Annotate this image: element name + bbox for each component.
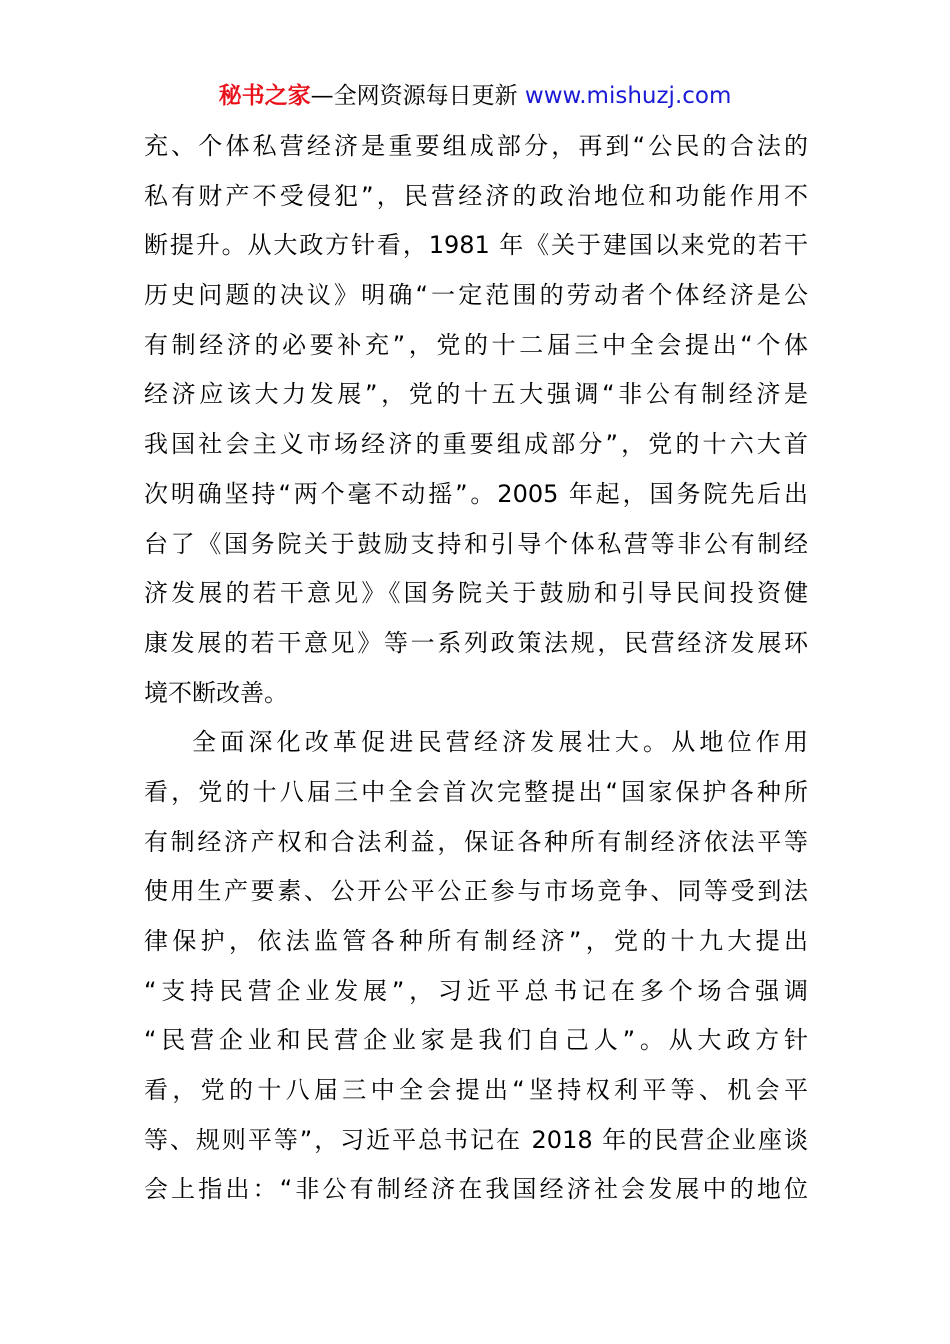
text-line: 私有财产不受侵犯”，民营经济的政治地位和功能作用不 — [144, 181, 808, 210]
text-line: 等、规则平等”，习近平总书记在 2018 年的民营企业座谈 — [144, 1125, 808, 1154]
paragraph-2 — [144, 718, 808, 1215]
document-body — [144, 122, 808, 1215]
text-line: 充、个体私营经济是重要组成部分，再到“公民的合法的 — [144, 132, 808, 160]
text-line: 律保护，依法监管各种所有制经济”，党的十九大提出 — [144, 927, 808, 955]
text-line: 看，党的十八届三中全会首次完整提出“国家保护各种所 — [144, 777, 808, 806]
text-line: 断提升。从大政方针看，1981 年《关于建国以来党的若干 — [144, 231, 808, 260]
text-line: 看，党的十八届三中全会提出“坚持权利平等、机会平 — [144, 1076, 808, 1105]
text-line: 康发展的若干意见》等一系列政策法规，民营经济发展环 — [144, 628, 808, 657]
text-line: 有制经济产权和合法利益，保证各种所有制经济依法平等 — [144, 827, 808, 856]
text-line: 有制经济的必要补充”，党的十二届三中全会提出“个体 — [144, 330, 808, 359]
site-url-link[interactable]: www.mishuzj.com — [524, 83, 732, 109]
text-line: 会上指出：“非公有制经济在我国经济社会发展中的地位 — [144, 1175, 808, 1204]
page-header — [0, 80, 950, 112]
paragraph-1 — [144, 122, 808, 718]
text-line: 使用生产要素、公开公平公正参与市场竞争、同等受到法 — [144, 877, 808, 906]
header-tagline: —全网资源每日更新 — [310, 83, 518, 109]
brand-name: 秘书之家 — [218, 83, 311, 109]
text-line: 我国社会主义市场经济的重要组成部分”，党的十六大首 — [144, 430, 808, 459]
text-line: 经济应该大力发展”，党的十五大强调“非公有制经济是 — [144, 380, 808, 409]
text-line: 历史问题的决议》明确“一定范围的劳动者个体经济是公 — [144, 281, 808, 310]
text-line: 济发展的若干意见》《国务院关于鼓励和引导民间投资健 — [144, 579, 808, 608]
text-line: 台了《国务院关于鼓励支持和引导个体私营等非公有制经 — [144, 529, 808, 558]
text-line: 次明确坚持“两个毫不动摇”。2005 年起，国务院先后出 — [144, 479, 808, 508]
text-line: “支持民营企业发展”，习近平总书记在多个场合强调 — [144, 976, 808, 1005]
text-line: “民营企业和民营企业家是我们自己人”。从大政方针 — [144, 1026, 808, 1055]
text-line: 境不断改善。 — [144, 678, 288, 707]
text-line: 全面深化改革促进民营经济发展壮大。从地位作用 — [192, 728, 808, 757]
